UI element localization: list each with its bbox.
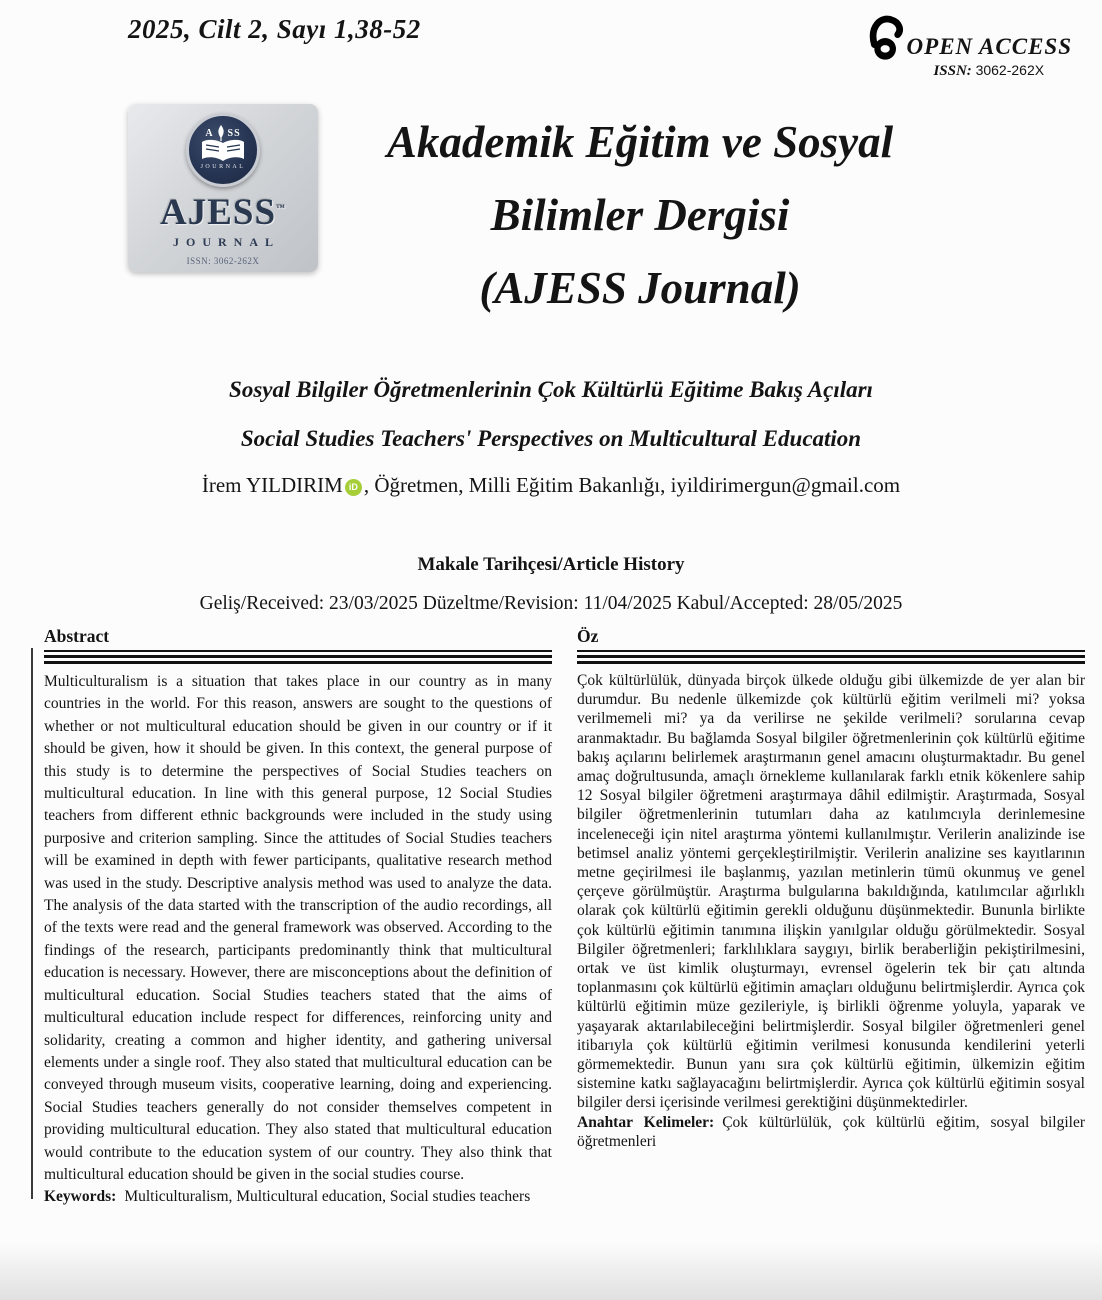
author-name: İrem YILDIRIM <box>201 473 343 497</box>
emblem-letters-ss: SS <box>227 127 241 139</box>
issn-label: ISSN: <box>933 63 972 79</box>
open-book-icon <box>200 139 246 165</box>
page-bottom-shadow <box>0 1242 1102 1300</box>
logo-name-text: AJESS <box>159 192 277 233</box>
logo-emblem <box>186 113 260 187</box>
author-line <box>0 473 1102 498</box>
open-lock-icon <box>866 14 906 62</box>
oz-column <box>577 626 1085 1209</box>
open-access-block <box>866 14 1072 80</box>
author-affiliation: , Öğretmen, Milli Eğitim Bakanlığı, iyildirimergun@gmail.com <box>363 473 901 497</box>
keywords-label: Keywords: <box>44 1188 117 1206</box>
journal-title <box>330 106 950 325</box>
oz-heading: Öz <box>577 626 1085 652</box>
oz-body: Çok kültürlülük, dünyada birçok ülkede olduğu gibi ülkemizde de yer alan bir durumdur. Bu nedenle ülkemizde çok kültürlü eğitim verilmeli mi? yoksa verilmemeli mi? ya da verilirse ne şekilde verilmeli? sorularına cevap aranmaktadır. Bu bağlamda Sosyal bilgiler öğretmenlerinin çok kültürlü eğitime bakış açılarını belirlemek araştırmanın genel amacını oluşturmaktadır. Bu genel amaç doğrultusunda, amaçlı örnekleme kullanılarak farklı etnik kökenlere sahip 12 Sosyal bilgiler öğretmeni araştırmaya dâhil edilmiştir. Araştırmada, Sosyal bilgiler öğretmenlerinin tutumları daha az katılımcıyla derinlemesine inceleneceği için nitel araştırma yöntemi kullanılmıştır. Verilerin analizinde ise betimsel analiz yöntemi gerçekleştirilmiştir. Verilerin analizine ses kayıtlarının metne geçirilmesi ile başlanmış, yazılan metinlerin tümü okunmuş ve genel çerçeve görülmüştür. Araştırma bulgularına bakıldığında, katılımcılar ağırlıklı olarak çok kültürlü eğitimin gerekli olduğunu düşünmektedir. Bununla birlikte çok kültürlü eğitimin tanımına ilişkin yanılgılar olduğu görülmektedir. Sosyal Bilgiler öğretmenleri; farklılıklara saygıyı, birlik beraberliğin pekiştirilmesini, ortak ve üst kimlik oluşturmayı, evrensel ögelerin tek bir çatı altında toplanmasını çok kültürlü eğitimin amaçları olduğunu belirtmişlerdir. Ayrıca çok kültürlü eğitimin müze gezileriyle, iş birlikli öğrenme yoluyla, yaparak ve yaşayarak aktarılabileceğini belirtmişlerdir. Sosyal bilgiler öğretmenleri genel itibarıyla çok kültürlü eğitimin verilmesi konusunda kendilerini yeterli görmemektedir. Bunun yanı sıra çok kültürlü eğitimin, ülkemizin eğitim sistemine katkı sağlayacağını belirtmişlerdir. Ayrıca çok kültürlü eğitimin sosyal bilgiler dersi içerisinde verilmesi gerektiğini düşünmektedirler. <box>577 672 1085 1112</box>
page-header <box>0 0 1102 80</box>
article-history-heading: Makale Tarihçesi/Article History <box>417 554 685 575</box>
open-access-label: OPEN ACCESS <box>906 34 1072 59</box>
anahtar-kelimeler-label: Anahtar Kelimeler: <box>577 1113 715 1131</box>
logo-name <box>160 194 286 231</box>
issue-info: 2025, Cilt 2, Sayı 1,38-52 <box>128 14 421 44</box>
abstract-heading: Abstract <box>44 626 552 652</box>
emblem-letter-a: A <box>205 127 214 139</box>
emblem-journal-label: JOURNAL <box>200 164 246 170</box>
logo-issn: ISSN: 3062-262X <box>186 256 260 266</box>
abstract-column <box>44 626 552 1209</box>
logo-subtitle: JOURNAL <box>172 235 280 249</box>
abstract-rule <box>44 655 552 664</box>
oz-keywords <box>577 1113 1085 1151</box>
journal-title-line-2: Bilimler Dergisi <box>490 190 790 240</box>
journal-title-line-3: (AJESS Journal) <box>479 263 801 313</box>
abstract-body: Multiculturalism is a situation that takes place in our country as in many countries in the world. For this reason, answers are sought to the questions of whether or not multicultural education should be given in our country or if it should be given, how it should be given. In this context, the general purpose of this study is to determine the perspectives of Social Studies teachers on multicultural education. In line with this general purpose, 12 Social Studies teachers from different ethnic backgrounds were included in the study using purposive and criterion sampling. Since the attitudes of Social Studies teachers will be examined in depth with fewer participants, qualitative research method was used in the study. Descriptive analysis method was used to analyze the data. The analysis of the data started with the transcription of the audio recordings, all of the texts were read and the general framework was observed. According to the findings of the research, participants predominantly think that multicultural education is necessary. However, there are misconceptions about the definition of multicultural education. Social Studies teachers stated that the aims of multicultural education include respect for differences, reinforcing unity and solidarity, creating a common and higher identity, and gathering universal elements under a single roof. They also stated that multicultural education can be conveyed through museum visits, cooperative learning, doing and experiencing. Social Studies teachers generally do not consider themselves competent in providing multicultural education. They also stated that multicultural education would contribute to the education system of our country. They also think that multicultural education should be given in the social studies course. <box>44 673 552 1183</box>
article-title-english: Social Studies Teachers' Perspectives on Multicultural Education <box>240 426 862 451</box>
orcid-icon[interactable]: iD <box>345 479 362 496</box>
oz-rule <box>577 655 1085 664</box>
issn-line <box>933 62 1044 80</box>
brand-row <box>0 104 1102 325</box>
keywords-text: Multiculturalism, Multicultural education, Social studies teachers <box>124 1188 531 1206</box>
open-access-row <box>866 14 1072 62</box>
journal-title-line-1: Akademik Eğitim ve Sosyal <box>386 117 894 167</box>
anahtar-kelimeler-text: Çok kültürlülük, çok kültürlü eğitim, sosyal bilgiler öğretmenleri <box>577 1113 1085 1150</box>
journal-logo <box>128 104 318 272</box>
abstract-keywords <box>44 1186 552 1208</box>
issn-value: 3062-262X <box>975 62 1045 78</box>
article-history-dates: Geliş/Received: 23/03/2025 Düzeltme/Revision: 11/04/2025 Kabul/Accepted: 28/05/2025 <box>199 593 903 614</box>
article-title-turkish: Sosyal Bilgiler Öğretmenlerinin Çok Kültürlü Eğitime Bakış Açıları <box>229 377 873 402</box>
abstract-columns <box>44 626 1085 1209</box>
logo-tm: ™ <box>276 202 287 213</box>
